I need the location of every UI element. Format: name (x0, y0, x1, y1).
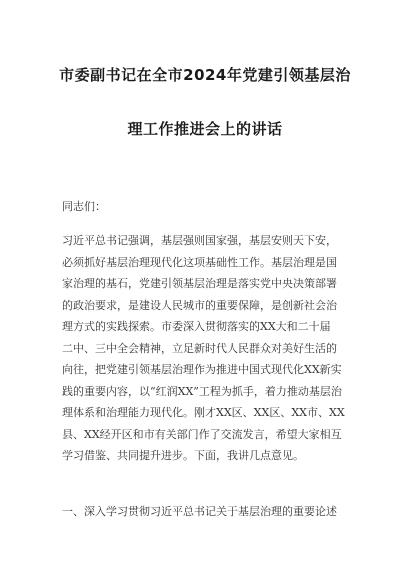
paragraph-line: 学习借鉴、共同提升进步。下面，我讲几点意见。 (62, 449, 304, 462)
section-heading: 一、深入学习贯彻习近平总书记关于基层治理的重要论述 (62, 505, 337, 518)
paragraph-line: 的政治要求，是建设人民城市的重要保障，是创新社会治 (62, 298, 337, 312)
paragraph-line: 理体系和治理能力现代化。刚才XX区、XX区、XX市、XX (62, 406, 345, 419)
document-title-line-1: 市委副书记在全市2024年党建引领基层治 (59, 66, 351, 84)
paragraph-line: 县、XX经开区和市有关部门作了交流发言，希望大家相互 (62, 427, 342, 441)
paragraph-line: 家治理的基石，党建引领基层治理是落实党中央决策部署 (62, 277, 337, 290)
salutation: 同志们： (62, 200, 106, 213)
paragraph-line: 习近平总书记强调，基层强则国家强，基层安则天下安， (62, 234, 337, 247)
paragraph-line: 二中、三中全会精神，立足新时代人民群众对美好生活的 (62, 341, 337, 355)
paragraph-1 (62, 230, 362, 467)
paragraph-line: 理方式的实践探索。市委深入贯彻落实的XX大和二十届 (62, 320, 331, 333)
document-title-line-2: 理工作推进会上的讲话 (127, 120, 283, 138)
paragraph-line: 必须抓好基层治理现代化这项基础性工作。基层治理是国 (62, 255, 337, 269)
paragraph-line: 践的重要内容，以“红润XX”工程为抓手，着力推动基层治 (62, 384, 342, 398)
paragraph-line: 向往，把党建引领基层治理作为推进中国式现代化XX新实 (62, 363, 342, 376)
